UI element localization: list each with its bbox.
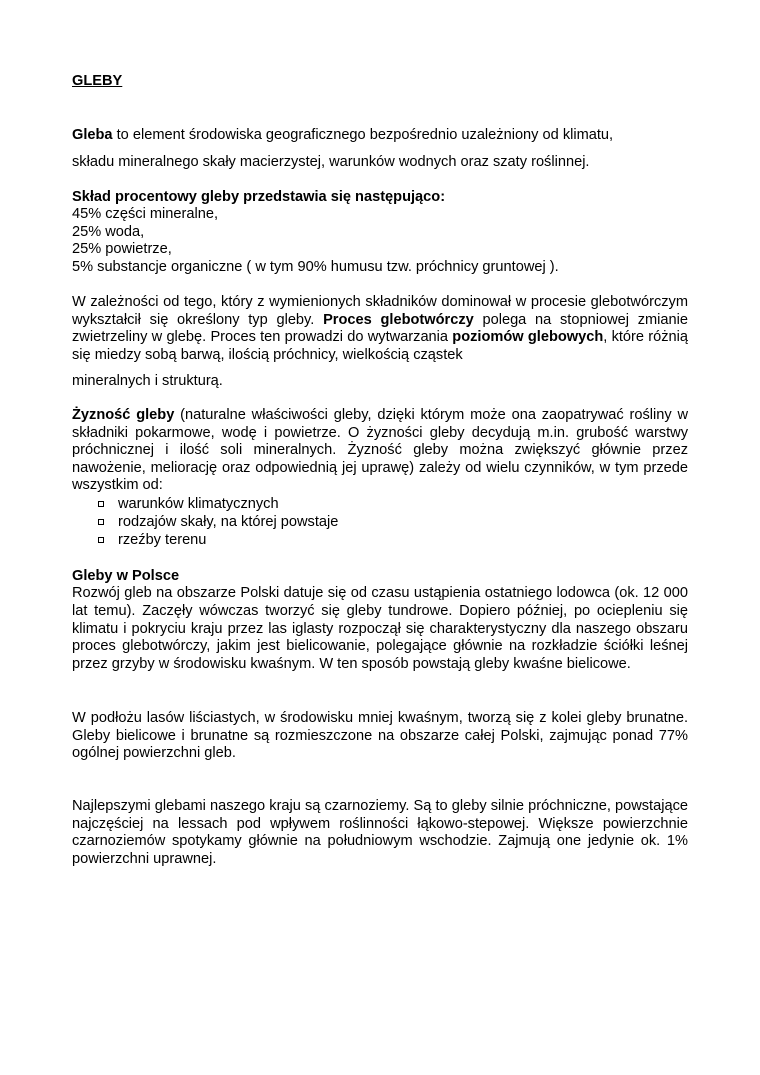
soil-horizons-term: poziomów glebowych xyxy=(452,329,604,345)
poland-paragraph-2: W podłożu lasów liściastych, w środowisku mniej kwaśnym, tworzą się z kolei gleby brunatne. Gleby bielicowe i brunatne są rozmieszczone na obszarze całej Polski, zajmując ponad 77% ogólnej powierzchni gleb. xyxy=(72,710,688,762)
intro-text-1: to element środowiska geograficznego bezpośrednio uzależniony od klimatu, xyxy=(112,127,614,143)
composition-item: 25% powietrze, xyxy=(72,241,172,258)
fertility-paragraph xyxy=(72,407,688,549)
fertility-text: (naturalne właściwości gleby, dzięki którym może ona zaopatrywać rośliny w składniki pokarmowe, wodę i powietrze. O żyzności gleby decydują m.in. grubość warstwy próchnicznej i ilość soli mineralnych. Żyzność gleby można zwiększyć głównie przez nawożenie, meliorację oraz odpowiednią jej uprawę) zależy od wielu czynników, w tym przede wszystkim od: xyxy=(72,407,689,494)
intro-term: Gleba xyxy=(72,127,113,143)
checkbox-bullet-icon xyxy=(98,501,104,507)
list-item-label: rzeźby terenu xyxy=(118,531,207,548)
list-item xyxy=(72,513,688,531)
fertility-factors-list xyxy=(72,495,688,549)
checkbox-bullet-icon xyxy=(98,537,104,543)
process-text-4: mineralnych i strukturą. xyxy=(72,373,223,389)
checkbox-bullet-icon xyxy=(98,519,104,525)
list-item xyxy=(72,531,688,549)
composition-item: 45% części mineralne, xyxy=(72,206,219,223)
process-text-1: W zależności od tego, który z wymienionych składników dominował w procesie glebotwórczym wykształcił się określony typ gleby. xyxy=(72,294,688,328)
poland-paragraph-2-block xyxy=(72,710,688,763)
composition-section xyxy=(72,189,688,276)
process-text-3: , które różnią się miedzy sobą barwą, ilością próchnicy, wielkością cząstek xyxy=(72,329,689,363)
process-text-2: polega na stopniowej zmianie zwietrzeliny w glebę. Proces ten prowadzi do wytwarzania xyxy=(72,311,688,345)
poland-paragraph-3: Najlepszymi glebami naszego kraju są czarnoziemy. Są to gleby silnie próchniczne, powstające najczęściej na lessach pod wpływem roślinności łąkowo-stepowej. Większe powierzchnie czarnoziemów spotykamy głównie na południowym wschodzie. Zajmują one jedynie ok. 1% powierzchni uprawnej. xyxy=(72,798,688,867)
composition-heading: Skład procentowy gleby przedstawia się następująco: xyxy=(72,189,446,205)
fertility-term: Żyzność gleby xyxy=(72,407,175,423)
poland-paragraph-3-block xyxy=(72,798,688,868)
document-title: GLEBY xyxy=(72,73,123,89)
intro-paragraph xyxy=(72,127,688,171)
intro-text-2: składu mineralnego skały macierzystej, warunków wodnych oraz szaty roślinnej. xyxy=(72,154,590,170)
process-term: Proces glebotwórczy xyxy=(323,311,474,328)
poland-paragraph-1: Rozwój gleb na obszarze Polski datuje się od czasu ustąpienia ostatniego lodowca (ok. 12 000 lat temu). Zaczęły wówczas tworzyć się gleby tundrowe. Dopiero później, po ociepleniu się klimatu i pokryciu kraju przez las iglasty rozpoczął się charakterystyczny dla naszego obszaru proces glebotwórczy, jakim jest bielicowanie, polegające głównie na rozkładzie ściółki leśnej przez grzyby w środowisku kwaśnym. W ten sposób powstają gleby kwaśne bielicowe. xyxy=(72,585,688,672)
list-item-label: rodzajów skały, na której powstaje xyxy=(118,513,339,530)
list-item xyxy=(72,495,688,513)
process-paragraph xyxy=(72,294,688,390)
composition-item: 25% woda, xyxy=(72,223,145,240)
list-item-label: warunków klimatycznych xyxy=(118,495,279,512)
poland-section xyxy=(72,568,688,673)
composition-item: 5% substancje organiczne ( w tym 90% humusu tzw. próchnicy gruntowej ). xyxy=(72,258,559,275)
poland-heading: Gleby w Polsce xyxy=(72,568,180,584)
